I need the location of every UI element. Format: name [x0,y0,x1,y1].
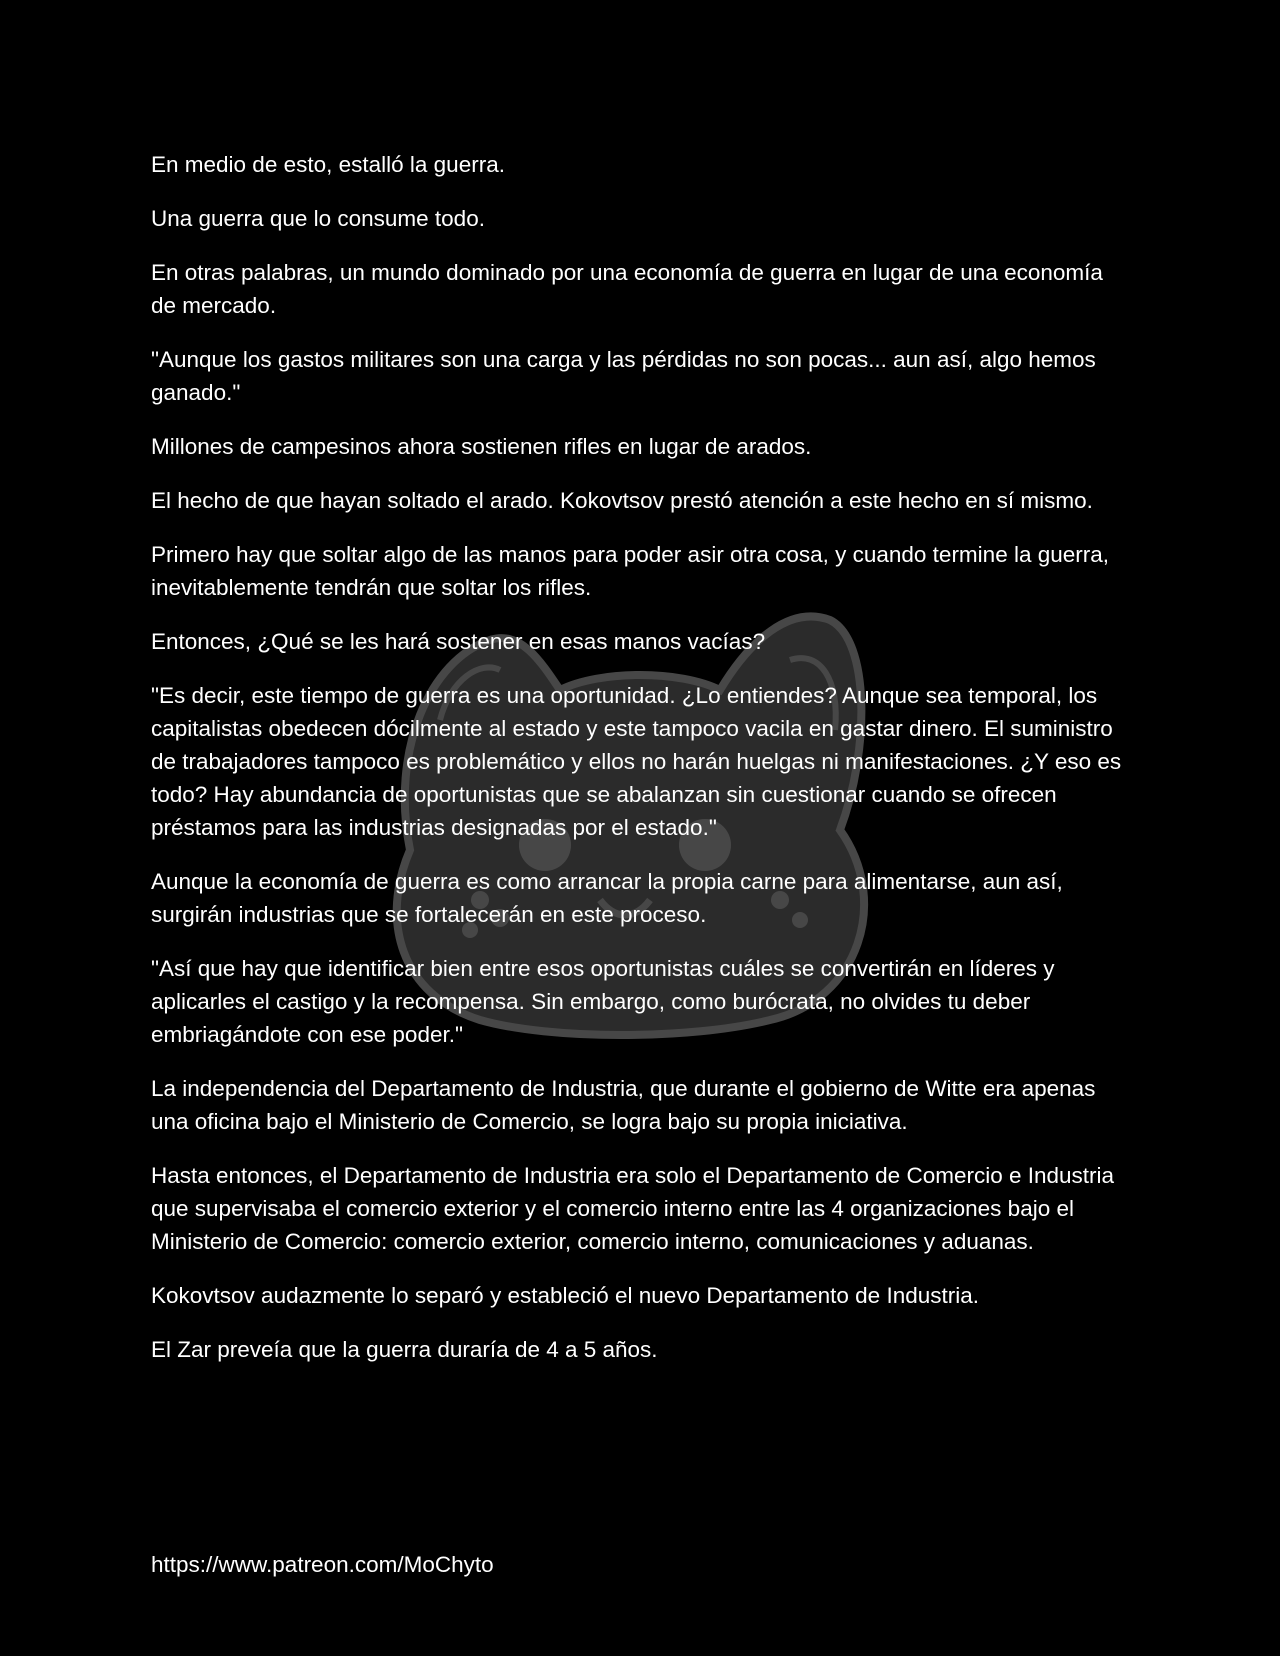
paragraph: El Zar preveía que la guerra duraría de 4 a 5 años. [151,1337,658,1362]
paragraph: Millones de campesinos ahora sostienen rifles en lugar de arados. [151,434,812,459]
paragraph: "Es decir, este tiempo de guerra es una oportunidad. ¿Lo entiendes? Aunque sea temporal, los capitalistas obedecen dócilmente al estado y este tampoco vacila en gastar dinero. El suministro de trabajadores tampoco es problemático y ellos no harán huelgas ni manifestaciones. ¿Y eso es todo? Hay abundancia de oportunistas que se abalanzan sin cuestionar cuando se ofrecen préstamos para las industrias designadas por el estado." [151,683,1122,840]
paragraph: Primero hay que soltar algo de las manos para poder asir otra cosa, y cuando termine la guerra, inevitablemente tendrán que soltar los rifles. [151,542,1110,600]
patreon-link[interactable]: https://www.patreon.com/MoChyto [151,1552,494,1577]
paragraph: La independencia del Departamento de Industria, que durante el gobierno de Witte era apenas una oficina bajo el Ministerio de Comercio, se logra bajo su propia iniciativa. [151,1076,1096,1134]
paragraph: Una guerra que lo consume todo. [151,206,485,231]
paragraph: En otras palabras, un mundo dominado por una economía de guerra en lugar de una economía de mercado. [151,260,1103,318]
paragraph: "Aunque los gastos militares son una carga y las pérdidas no son pocas... aun así, algo hemos ganado." [151,347,1096,405]
paragraph: En medio de esto, estalló la guerra. [151,152,505,177]
paragraph: Hasta entonces, el Departamento de Industria era solo el Departamento de Comercio e Industria que supervisaba el comercio exterior y el comercio interno entre las 4 organizaciones bajo el Ministerio de Comercio: comercio exterior, comercio interno, comunicaciones y aduanas. [151,1163,1115,1254]
paragraph: Kokovtsov audazmente lo separó y estableció el nuevo Departamento de Industria. [151,1283,979,1308]
chapter-text [151,148,1131,1387]
paragraph: Entonces, ¿Qué se les hará sostener en esas manos vacías? [151,629,766,654]
paragraph: El hecho de que hayan soltado el arado. Kokovtsov prestó atención a este hecho en sí mismo. [151,488,1093,513]
paragraph: "Así que hay que identificar bien entre esos oportunistas cuáles se convertirán en líderes y aplicarles el castigo y la recompensa. Sin embargo, como burócrata, no olvides tu deber embriagándote con ese poder." [151,956,1055,1047]
paragraph: Aunque la economía de guerra es como arrancar la propia carne para alimentarse, aun así, surgirán industrias que se fortalecerán en este proceso. [151,869,1063,927]
